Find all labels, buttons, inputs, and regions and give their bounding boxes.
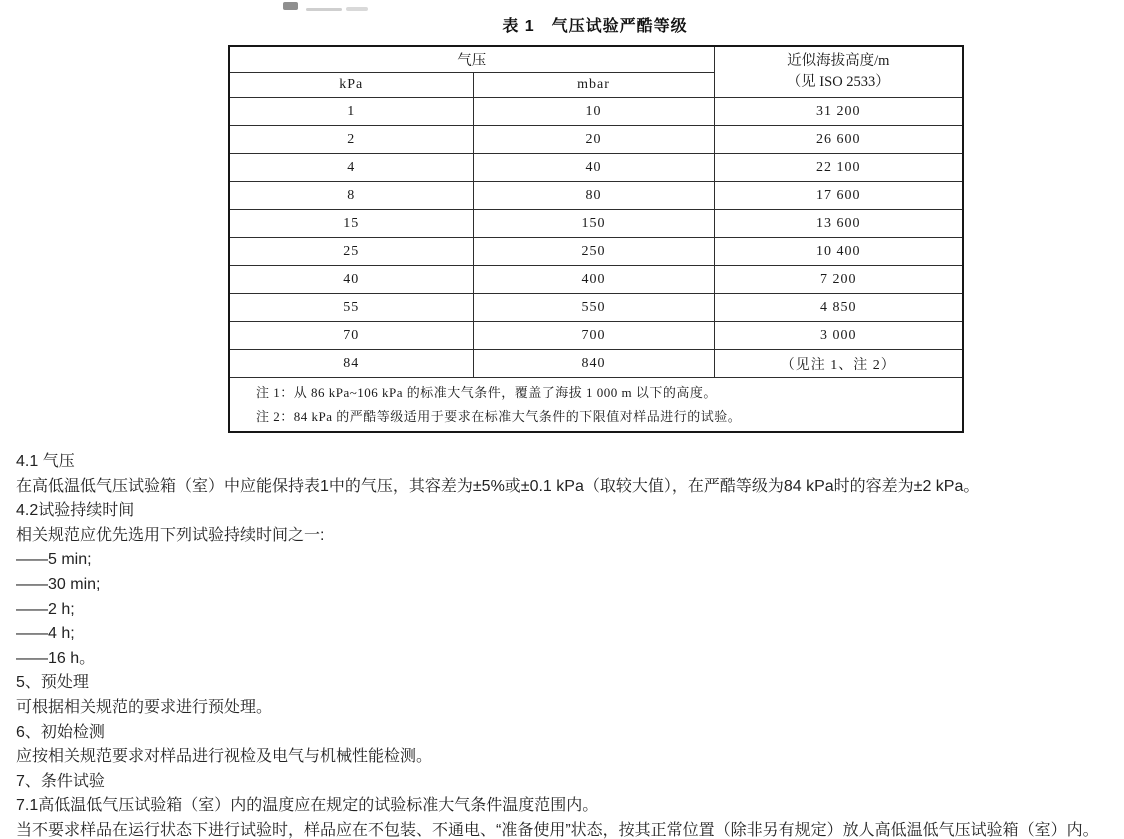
kpa-value: 84 — [229, 350, 473, 378]
mbar-value: 700 — [473, 322, 714, 350]
section-6-text: 应按相关规范要求对样品进行视检及电气与机械性能检测。 — [16, 748, 433, 766]
altitude-value: 13 600 — [714, 210, 963, 238]
mbar-value: 840 — [473, 350, 714, 378]
pressure-group-header: 气压 — [229, 46, 714, 73]
kpa-value: 1 — [229, 98, 473, 126]
mbar-value: 20 — [473, 126, 714, 154]
duration-list-item: ——5 min; — [16, 551, 92, 569]
altitude-value: 17 600 — [714, 182, 963, 210]
kpa-column-header: kPa — [229, 73, 473, 98]
section-7-1-text: 7.1高低温低气压试验箱（室）内的温度应在规定的试验标准大气条件温度范围内。 — [16, 797, 599, 815]
mbar-value: 250 — [473, 238, 714, 266]
altitude-header-line1: 近似海拔高度/m — [787, 53, 890, 69]
section-4-1-heading: 4.1 气压 — [16, 453, 75, 470]
table-title: 表 1 气压试验严酷等级 — [502, 18, 688, 35]
altitude-value: 4 850 — [714, 294, 963, 322]
kpa-value: 4 — [229, 154, 473, 182]
table-row — [229, 294, 963, 322]
table-row — [229, 154, 963, 182]
kpa-value: 70 — [229, 322, 473, 350]
altitude-value: 31 200 — [714, 98, 963, 126]
table-row — [229, 238, 963, 266]
altitude-value: 22 100 — [714, 154, 963, 182]
duration-list-item: ——30 min; — [16, 575, 101, 593]
table-notes-cell — [229, 378, 963, 433]
table-row — [229, 350, 963, 378]
mbar-value: 400 — [473, 266, 714, 294]
mbar-value: 10 — [473, 98, 714, 126]
kpa-value: 25 — [229, 238, 473, 266]
kpa-value: 40 — [229, 266, 473, 294]
mbar-value: 80 — [473, 182, 714, 210]
duration-list-item: ——4 h; — [16, 625, 75, 643]
section-7-text: 当不要求样品在运行状态下进行试验时，样品应在不包装、不通电、“准备使用”状态，按其正常位置（除非另有规定）放人高低温低气压试验箱（室）内。 — [16, 821, 1099, 839]
mbar-value: 550 — [473, 294, 714, 322]
table-row — [229, 98, 963, 126]
scan-smudge — [346, 7, 368, 11]
section-4-2-text: 相关规范应优先选用下列试验持续时间之一: — [16, 526, 325, 544]
mbar-value: 150 — [473, 210, 714, 238]
severity-table — [228, 45, 964, 433]
section-5-heading: 5、预处理 — [16, 674, 89, 692]
table-header-row — [229, 46, 963, 73]
table-row — [229, 210, 963, 238]
altitude-value: 3 000 — [714, 322, 963, 350]
altitude-header — [714, 46, 963, 98]
altitude-value: 26 600 — [714, 126, 963, 154]
kpa-value: 15 — [229, 210, 473, 238]
kpa-value: 2 — [229, 126, 473, 154]
kpa-value: 8 — [229, 182, 473, 210]
altitude-value: 7 200 — [714, 266, 963, 294]
table-row — [229, 322, 963, 350]
section-5-text: 可根据相关规范的要求进行预处理。 — [16, 698, 273, 716]
section-6-heading: 6、初始检测 — [16, 723, 105, 741]
table-note-1: 注 1：从 86 kPa~106 kPa 的标准大气条件，覆盖了海拔 1 000 m 以下的高度。 — [256, 384, 717, 400]
mbar-value: 40 — [473, 154, 714, 182]
section-4-2-heading: 4.2试验持续时间 — [16, 502, 135, 520]
duration-list-item: ——16 h。 — [16, 649, 96, 667]
table-row — [229, 126, 963, 154]
scan-smudge — [306, 8, 342, 11]
table-row — [229, 182, 963, 210]
scan-smudge — [283, 2, 298, 10]
kpa-value: 55 — [229, 294, 473, 322]
duration-list-item: ——2 h; — [16, 600, 75, 618]
body-text — [16, 450, 1120, 839]
section-7-heading: 7、条件试验 — [16, 772, 105, 790]
table-row — [229, 266, 963, 294]
table-note-2: 注 2：84 kPa 的严酷等级适用于要求在标准大气条件的下限值对样品进行的试验。 — [256, 408, 742, 424]
altitude-header-line2: （见 ISO 2533） — [786, 74, 890, 90]
altitude-value: 10 400 — [714, 238, 963, 266]
mbar-column-header: mbar — [473, 73, 714, 98]
section-4-1-text: 在高低温低气压试验箱（室）中应能保持表1中的气压，其容差为±5%或±0.1 kPa（取较大值），在严酷等级为84 kPa时的容差为±2 kPa。 — [16, 477, 980, 495]
table-notes-row — [229, 378, 963, 433]
altitude-value: （见注 1、注 2） — [714, 350, 963, 378]
